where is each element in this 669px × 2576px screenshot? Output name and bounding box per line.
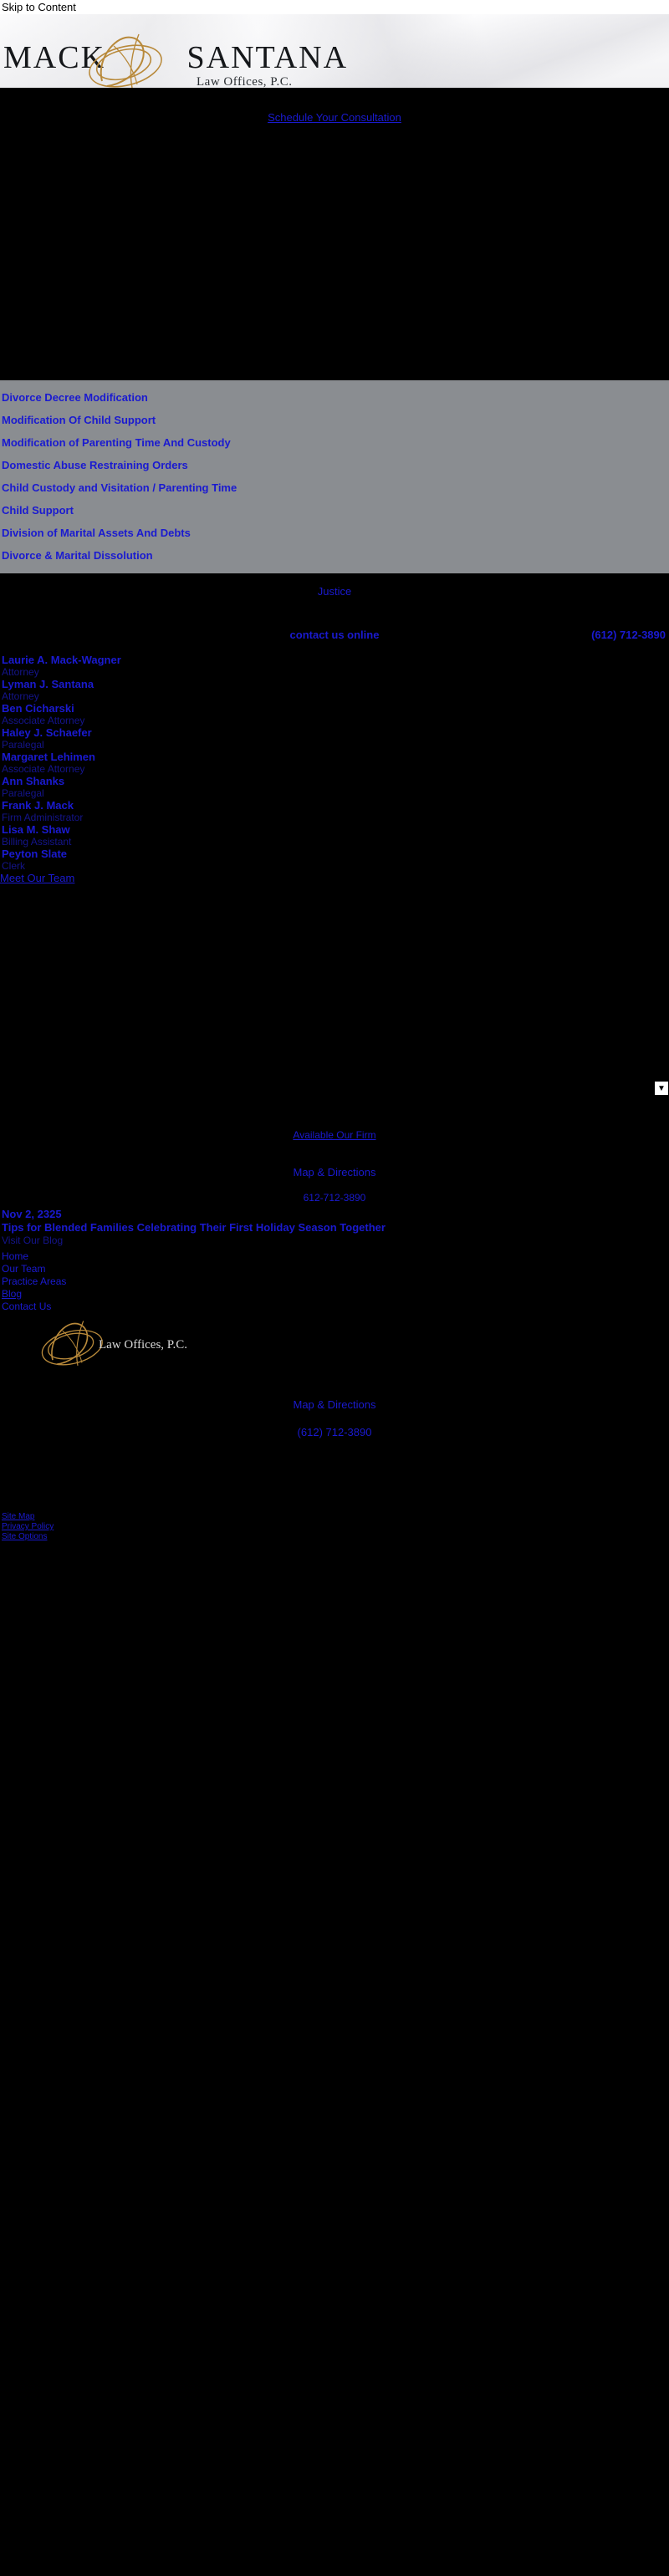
- team-member-role: Paralegal: [2, 739, 44, 751]
- team-member[interactable]: [0, 848, 669, 872]
- practice-area-item[interactable]: Division of Marital Assets And Debts: [2, 527, 191, 539]
- monogram-icon: [77, 29, 177, 88]
- team-member[interactable]: [0, 823, 669, 848]
- team-member[interactable]: [0, 678, 669, 702]
- team-member-role: Billing Assistant: [2, 836, 72, 848]
- footer-nav-contact-us[interactable]: Contact Us: [2, 1301, 52, 1312]
- contact-us-online-link[interactable]: contact us online: [289, 629, 380, 641]
- team-member-role: Paralegal: [2, 787, 44, 799]
- footer-logo[interactable]: [0, 1315, 669, 1375]
- blog-date: Nov 2, 2325: [2, 1208, 62, 1220]
- footer-spacer: [0, 1450, 669, 1510]
- practice-area-item[interactable]: Modification of Parenting Time And Custody: [2, 436, 231, 449]
- meet-our-team-link[interactable]: Meet Our Team: [0, 872, 75, 884]
- footer-map-directions-link[interactable]: Map & Directions: [293, 1398, 376, 1411]
- team-member[interactable]: [0, 726, 669, 751]
- hero-section: [0, 88, 669, 380]
- team-member-role: Firm Administrator: [2, 812, 84, 823]
- blog-teaser: [0, 1206, 669, 1249]
- privacy-policy-link[interactable]: Privacy Policy: [2, 1522, 54, 1531]
- team-member-name: Haley J. Schaefer: [2, 726, 92, 739]
- legal-links: [0, 1510, 669, 1544]
- awards-section: [0, 1097, 669, 1148]
- justice-banner: [0, 573, 669, 622]
- team-member[interactable]: [0, 702, 669, 726]
- team-member-role: Clerk: [2, 860, 26, 872]
- justice-word: Justice: [317, 585, 352, 598]
- site-map-link[interactable]: Site Map: [2, 1512, 35, 1521]
- team-member-name: Ann Shanks: [2, 775, 65, 787]
- team-member-name: Margaret Lehimen: [2, 751, 95, 763]
- schedule-consultation-button[interactable]: Schedule Your Consultation: [268, 111, 401, 124]
- location-phone-link[interactable]: 612-712-3890: [303, 1192, 366, 1204]
- footer-navigation: [0, 1249, 669, 1315]
- footer-nav-our-team[interactable]: Our Team: [2, 1263, 46, 1275]
- practice-area-item[interactable]: Domestic Abuse Restraining Orders: [2, 459, 188, 471]
- team-member-name: Lyman J. Santana: [2, 678, 94, 690]
- logo[interactable]: [0, 26, 360, 88]
- team-member-role: Attorney: [2, 690, 39, 702]
- logo-tagline: Law Offices, P.C.: [197, 75, 293, 88]
- carousel-next-icon[interactable]: ▼: [654, 1081, 669, 1096]
- site-options-link[interactable]: Site Options: [2, 1532, 48, 1541]
- team-member-role: Associate Attorney: [2, 763, 85, 775]
- practice-areas-list: [0, 380, 669, 573]
- footer-location-section: [0, 1375, 669, 1450]
- team-member[interactable]: [0, 775, 669, 799]
- practice-area-item[interactable]: Modification Of Child Support: [2, 414, 156, 426]
- footer-phone-link[interactable]: (612) 712-3890: [297, 1426, 372, 1438]
- team-member[interactable]: [0, 799, 669, 823]
- team-member-role: Associate Attorney: [2, 715, 85, 726]
- map-directions-link[interactable]: Map & Directions: [293, 1166, 376, 1179]
- header-phone-link[interactable]: (612) 712-3890: [591, 629, 666, 641]
- team-member-role: Attorney: [2, 666, 39, 678]
- team-member-name: Ben Cicharski: [2, 702, 74, 715]
- team-member[interactable]: [0, 751, 669, 775]
- team-member-name: Peyton Slate: [2, 848, 68, 860]
- practice-area-item[interactable]: Child Support: [2, 504, 74, 517]
- footer-nav-practice-areas[interactable]: Practice Areas: [2, 1275, 67, 1287]
- team-member-name: Laurie A. Mack-Wagner: [2, 654, 121, 666]
- site-header: [0, 14, 669, 88]
- contact-row: [0, 622, 669, 652]
- awards-link[interactable]: Available Our Firm: [293, 1129, 376, 1141]
- skip-to-content-link[interactable]: Skip to Content: [0, 0, 669, 14]
- logo-word-right: SANTANA: [186, 40, 349, 75]
- footer-logo-tagline: Law Offices, P.C.: [99, 1338, 187, 1352]
- team-list: [0, 652, 669, 884]
- team-member-name: Lisa M. Shaw: [2, 823, 70, 836]
- logo-word-left: MACK: [3, 40, 106, 75]
- blog-post-title-link[interactable]: Tips for Blended Families Celebrating Their First Holiday Season Together: [2, 1221, 386, 1234]
- footer-nav-blog[interactable]: Blog: [2, 1288, 23, 1300]
- practice-area-item[interactable]: Child Custody and Visitation / Parenting Time: [2, 481, 237, 494]
- footer-nav-home[interactable]: Home: [2, 1250, 29, 1262]
- team-member-name: Frank J. Mack: [2, 799, 74, 812]
- visit-our-blog-link[interactable]: Visit Our Blog: [2, 1235, 64, 1246]
- practice-area-item[interactable]: Divorce & Marital Dissolution: [2, 549, 153, 562]
- practice-area-item[interactable]: Divorce Decree Modification: [2, 391, 148, 404]
- testimonials-carousel-region: [0, 884, 669, 1097]
- location-section: [0, 1148, 669, 1206]
- team-member[interactable]: [0, 654, 669, 678]
